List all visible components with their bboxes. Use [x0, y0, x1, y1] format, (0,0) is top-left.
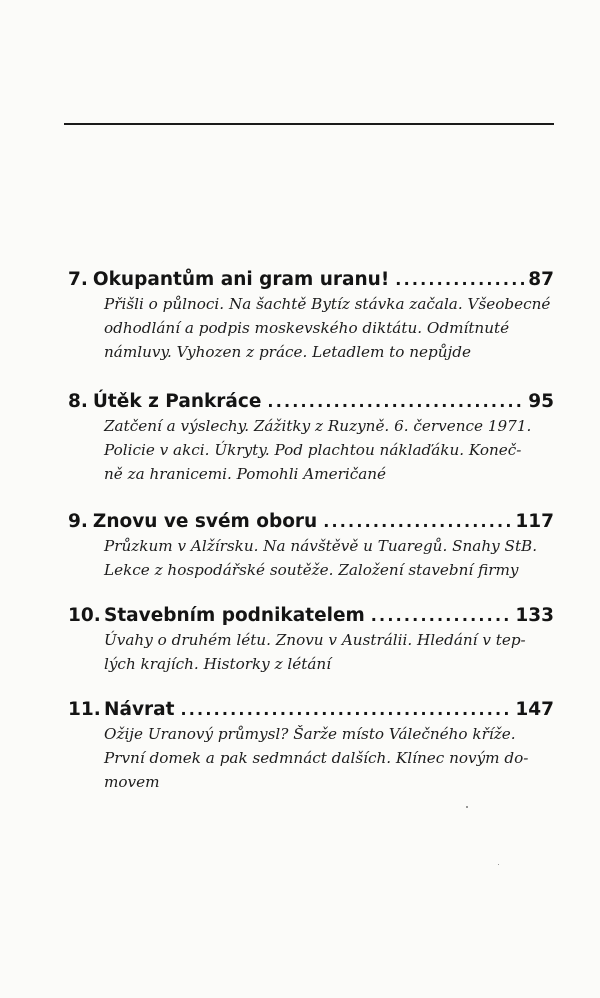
summary-line: První domek a pak sedmnáct dalších. Klínec novým do- [104, 749, 529, 767]
chapter-title: Návrat [104, 699, 175, 720]
dot-leader [371, 604, 512, 628]
header-rule [64, 123, 554, 125]
toc-entry-10 [68, 604, 554, 676]
toc-entry-8 [68, 390, 554, 486]
page-number: 87 [528, 269, 554, 290]
chapter-number: 7. [68, 269, 88, 290]
chapter-summary [104, 292, 554, 364]
page-number: 117 [515, 511, 554, 532]
chapter-summary [104, 534, 554, 582]
dot-leader [323, 510, 511, 534]
paper-speck [466, 806, 468, 808]
chapter-title: Stavebním podnikatelem [104, 605, 365, 626]
chapter-title: Okupantům ani gram uranu! [92, 269, 390, 290]
page-number: 95 [528, 391, 554, 412]
chapter-number: 10. [68, 605, 101, 626]
chapter-title: Znovu ve svém oboru [92, 511, 318, 532]
summary-line: Úvahy o druhém létu. Znovu v Austrálii. Hledání v tep- [104, 631, 526, 649]
summary-line: Ožije Uranový průmysl? Šarže místo Válečného kříže. [104, 725, 516, 743]
toc-entry-heading [68, 604, 554, 628]
summary-line: odhodlání a podpis moskevského diktátu. Odmítnuté [104, 319, 510, 337]
summary-line: Přišli o půlnoci. Na šachtě Bytíz stávka začala. Všeobecné [104, 295, 551, 313]
summary-line: Zatčení a výslechy. Zážitky z Ruzyně. 6. července 1971. [104, 417, 532, 435]
summary-line: námluvy. Vyhozen z práce. Letadlem to nepůjde [104, 343, 471, 361]
summary-line: ně za hranicemi. Pomohli Američané [104, 465, 387, 483]
dot-leader [267, 390, 524, 414]
summary-line: movem [104, 773, 160, 791]
chapter-number: 9. [68, 511, 88, 532]
summary-line: Lekce z hospodářské soutěže. Založení stavební firmy [104, 561, 519, 579]
chapter-summary [104, 628, 554, 676]
chapter-number: 8. [68, 391, 88, 412]
summary-line: lých krajích. Historky z létání [104, 655, 332, 673]
toc-entry-heading [68, 510, 554, 534]
paper-speck [498, 864, 499, 865]
toc-entry-11 [68, 698, 554, 794]
dot-leader [180, 698, 511, 722]
summary-line: Policie v akci. Úkryty. Pod plachtou náklaďáku. Koneč- [104, 441, 522, 459]
summary-line: Průzkum v Alžírsku. Na návštěvě u Tuaregů. Snahy StB. [104, 537, 538, 555]
chapter-summary [104, 414, 554, 486]
chapter-number: 11. [68, 699, 101, 720]
chapter-title: Útěk z Pankráce [92, 391, 262, 412]
toc-entry-heading [68, 698, 554, 722]
dot-leader [395, 268, 524, 292]
page-number: 147 [515, 699, 554, 720]
toc-entry-7 [68, 268, 554, 364]
page-number: 133 [515, 605, 554, 626]
chapter-summary [104, 722, 554, 794]
toc-entry-9 [68, 510, 554, 582]
toc-entry-heading [68, 390, 554, 414]
toc-entry-heading [68, 268, 554, 292]
